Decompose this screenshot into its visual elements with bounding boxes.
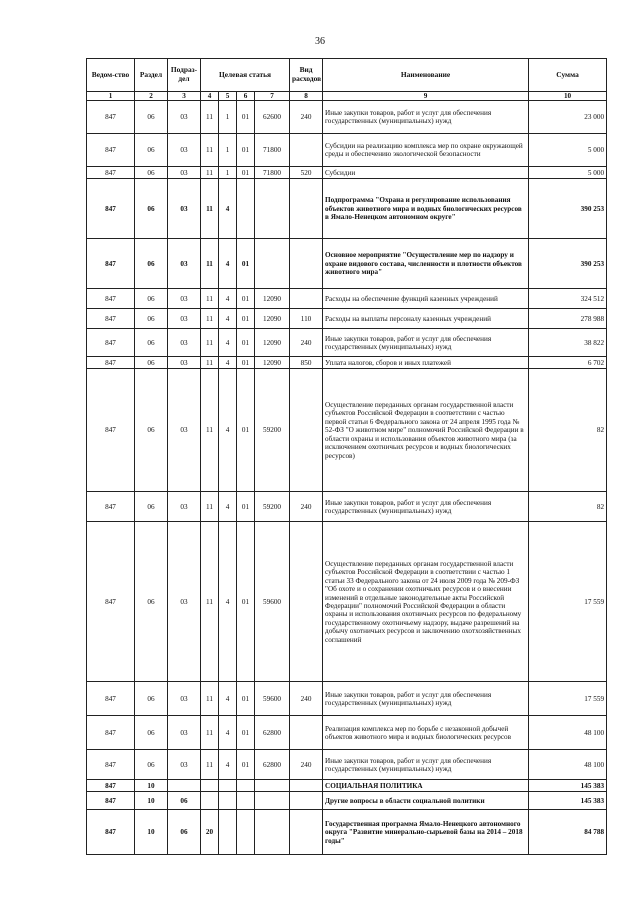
podrazdel-cell: 03 <box>168 289 201 309</box>
razdel-cell: 06 <box>135 716 168 750</box>
razdel-cell: 10 <box>135 780 168 792</box>
summa-cell: 390 253 <box>529 179 607 239</box>
summa-cell: 5 000 <box>529 134 607 167</box>
table-row <box>87 792 607 810</box>
vid-rashodov-cell: 240 <box>290 492 323 522</box>
celevaya-part1-cell: 11 <box>201 522 219 682</box>
budget-table <box>86 58 607 855</box>
summa-cell: 38 822 <box>529 329 607 357</box>
vid-rashodov-cell: 240 <box>290 750 323 780</box>
razdel-cell: 06 <box>135 750 168 780</box>
razdel-cell: 06 <box>135 239 168 289</box>
summa-cell: 17 559 <box>529 522 607 682</box>
razdel-cell: 06 <box>135 179 168 239</box>
celevaya-part1-cell: 11 <box>201 492 219 522</box>
table-row <box>87 780 607 792</box>
naimenovanie-cell: Расходы на выплаты персоналу казенных учреждений <box>323 309 529 329</box>
celevaya-part2-cell: 4 <box>219 289 237 309</box>
celevaya-part1-cell: 11 <box>201 289 219 309</box>
header-naimenovanie: Наименование <box>323 59 529 92</box>
naimenovanie-cell: Иные закупки товаров, работ и услуг для обеспечения государственных (муниципальных) нужд <box>323 329 529 357</box>
podrazdel-cell: 03 <box>168 716 201 750</box>
ved-cell: 847 <box>87 101 135 134</box>
header-podrazdel: Подраз-дел <box>168 59 201 92</box>
celevaya-part3-cell <box>237 179 255 239</box>
podrazdel-cell: 03 <box>168 179 201 239</box>
ved-cell: 847 <box>87 309 135 329</box>
podrazdel-cell: 06 <box>168 810 201 855</box>
celevaya-part1-cell: 11 <box>201 329 219 357</box>
celevaya-part2-cell: 4 <box>219 522 237 682</box>
column-index-row <box>87 92 607 101</box>
header-row <box>87 59 607 92</box>
celevaya-part1-cell: 11 <box>201 750 219 780</box>
summa-cell: 82 <box>529 369 607 492</box>
razdel-cell: 06 <box>135 289 168 309</box>
celevaya-part4-cell <box>255 179 290 239</box>
vid-rashodov-cell <box>290 792 323 810</box>
celevaya-part1-cell: 11 <box>201 167 219 179</box>
celevaya-part3-cell: 01 <box>237 492 255 522</box>
celevaya-part4-cell: 12090 <box>255 309 290 329</box>
header-vid-rashodov: Вид расходов <box>290 59 323 92</box>
header-celevaya-statya: Целевая статья <box>201 59 290 92</box>
razdel-cell: 06 <box>135 101 168 134</box>
index-cell: 2 <box>135 92 168 101</box>
summa-cell: 390 253 <box>529 239 607 289</box>
celevaya-part4-cell: 62800 <box>255 750 290 780</box>
table-row <box>87 682 607 716</box>
vid-rashodov-cell <box>290 369 323 492</box>
celevaya-part2-cell: 4 <box>219 492 237 522</box>
ved-cell: 847 <box>87 134 135 167</box>
celevaya-part2-cell: 4 <box>219 369 237 492</box>
celevaya-part4-cell <box>255 792 290 810</box>
celevaya-part4-cell: 12090 <box>255 289 290 309</box>
vid-rashodov-cell <box>290 134 323 167</box>
index-cell: 8 <box>290 92 323 101</box>
vid-rashodov-cell <box>290 716 323 750</box>
celevaya-part4-cell: 59200 <box>255 492 290 522</box>
celevaya-part2-cell: 4 <box>219 329 237 357</box>
summa-cell: 82 <box>529 492 607 522</box>
vid-rashodov-cell <box>290 239 323 289</box>
celevaya-part2-cell <box>219 810 237 855</box>
podrazdel-cell: 03 <box>168 682 201 716</box>
celevaya-part4-cell: 62800 <box>255 716 290 750</box>
razdel-cell: 10 <box>135 810 168 855</box>
celevaya-part3-cell: 01 <box>237 357 255 369</box>
ved-cell: 847 <box>87 810 135 855</box>
summa-cell: 23 000 <box>529 101 607 134</box>
razdel-cell: 06 <box>135 134 168 167</box>
naimenovanie-cell: Уплата налогов, сборов и иных платежей <box>323 357 529 369</box>
ved-cell: 847 <box>87 167 135 179</box>
celevaya-part3-cell: 01 <box>237 239 255 289</box>
celevaya-part2-cell: 4 <box>219 716 237 750</box>
razdel-cell: 06 <box>135 369 168 492</box>
razdel-cell: 06 <box>135 167 168 179</box>
celevaya-part2-cell: 4 <box>219 357 237 369</box>
celevaya-part4-cell <box>255 810 290 855</box>
celevaya-part1-cell <box>201 792 219 810</box>
table-row <box>87 750 607 780</box>
header-razdel: Раздел <box>135 59 168 92</box>
celevaya-part3-cell: 01 <box>237 682 255 716</box>
podrazdel-cell: 03 <box>168 239 201 289</box>
naimenovanie-cell: СОЦИАЛЬНАЯ ПОЛИТИКА <box>323 780 529 792</box>
celevaya-part3-cell: 01 <box>237 289 255 309</box>
table-row <box>87 134 607 167</box>
vid-rashodov-cell <box>290 522 323 682</box>
podrazdel-cell: 03 <box>168 369 201 492</box>
podrazdel-cell: 03 <box>168 309 201 329</box>
ved-cell: 847 <box>87 682 135 716</box>
naimenovanie-cell: Основное мероприятие "Осуществление мер по надзору и охране видового состава, численности и плотности объектов животного мира" <box>323 239 529 289</box>
ved-cell: 847 <box>87 522 135 682</box>
summa-cell: 6 702 <box>529 357 607 369</box>
podrazdel-cell: 03 <box>168 101 201 134</box>
vid-rashodov-cell: 240 <box>290 101 323 134</box>
naimenovanie-cell: Расходы на обеспечение функций казенных учреждений <box>323 289 529 309</box>
celevaya-part2-cell: 4 <box>219 179 237 239</box>
table-row <box>87 357 607 369</box>
vid-rashodov-cell: 110 <box>290 309 323 329</box>
ved-cell: 847 <box>87 357 135 369</box>
celevaya-part2-cell: 1 <box>219 134 237 167</box>
table-body <box>87 101 607 855</box>
table-row <box>87 329 607 357</box>
celevaya-part1-cell: 11 <box>201 101 219 134</box>
podrazdel-cell: 03 <box>168 134 201 167</box>
header-ved: Ведом-ство <box>87 59 135 92</box>
summa-cell: 5 000 <box>529 167 607 179</box>
celevaya-part4-cell: 71800 <box>255 134 290 167</box>
celevaya-part4-cell <box>255 239 290 289</box>
vid-rashodov-cell: 240 <box>290 329 323 357</box>
table-row <box>87 810 607 855</box>
vid-rashodov-cell: 850 <box>290 357 323 369</box>
ved-cell: 847 <box>87 716 135 750</box>
table-row <box>87 179 607 239</box>
celevaya-part1-cell: 11 <box>201 134 219 167</box>
index-cell: 3 <box>168 92 201 101</box>
celevaya-part2-cell <box>219 780 237 792</box>
razdel-cell: 06 <box>135 329 168 357</box>
naimenovanie-cell: Государственная программа Ямало-Ненецкого автономного округа "Развитие минерально-сырьевой базы на 2014 – 2018 годы" <box>323 810 529 855</box>
podrazdel-cell: 03 <box>168 167 201 179</box>
ved-cell: 847 <box>87 179 135 239</box>
vid-rashodov-cell <box>290 289 323 309</box>
celevaya-part4-cell: 59600 <box>255 522 290 682</box>
summa-cell: 324 512 <box>529 289 607 309</box>
celevaya-part1-cell: 20 <box>201 810 219 855</box>
celevaya-part4-cell: 12090 <box>255 329 290 357</box>
ved-cell: 847 <box>87 289 135 309</box>
celevaya-part3-cell: 01 <box>237 369 255 492</box>
celevaya-part3-cell: 01 <box>237 309 255 329</box>
ved-cell: 847 <box>87 792 135 810</box>
podrazdel-cell: 03 <box>168 329 201 357</box>
index-cell: 1 <box>87 92 135 101</box>
table-row <box>87 309 607 329</box>
celevaya-part3-cell: 01 <box>237 329 255 357</box>
celevaya-part1-cell <box>201 780 219 792</box>
naimenovanie-cell: Иные закупки товаров, работ и услуг для обеспечения государственных (муниципальных) нужд <box>323 750 529 780</box>
naimenovanie-cell: Осуществление переданных органам государственной власти субъектов Российской Федерации в соответствии с частью первой статьи 6 Федерального закона от 24 апреля 1995 года № 52-ФЗ "О животном мире" полномочий Российской Федерации в области охраны и использования объектов животного мира (за исключением охотничьих ресурсов и водных биологических ресурсов) <box>323 369 529 492</box>
naimenovanie-cell: Иные закупки товаров, работ и услуг для обеспечения государственных (муниципальных) нужд <box>323 682 529 716</box>
razdel-cell: 06 <box>135 682 168 716</box>
celevaya-part2-cell <box>219 792 237 810</box>
summa-cell: 84 788 <box>529 810 607 855</box>
summa-cell: 145 383 <box>529 792 607 810</box>
table-row <box>87 167 607 179</box>
header-summa: Сумма <box>529 59 607 92</box>
celevaya-part3-cell: 01 <box>237 167 255 179</box>
celevaya-part1-cell: 11 <box>201 369 219 492</box>
celevaya-part2-cell: 4 <box>219 682 237 716</box>
celevaya-part3-cell: 01 <box>237 522 255 682</box>
summa-cell: 17 559 <box>529 682 607 716</box>
naimenovanie-cell: Иные закупки товаров, работ и услуг для обеспечения государственных (муниципальных) нужд <box>323 101 529 134</box>
celevaya-part3-cell: 01 <box>237 101 255 134</box>
razdel-cell: 10 <box>135 792 168 810</box>
razdel-cell: 06 <box>135 522 168 682</box>
celevaya-part1-cell: 11 <box>201 309 219 329</box>
ved-cell: 847 <box>87 369 135 492</box>
celevaya-part3-cell <box>237 780 255 792</box>
index-cell: 10 <box>529 92 607 101</box>
table-row <box>87 369 607 492</box>
table-row <box>87 716 607 750</box>
ved-cell: 847 <box>87 492 135 522</box>
vid-rashodov-cell: 240 <box>290 682 323 716</box>
celevaya-part4-cell: 12090 <box>255 357 290 369</box>
table-row <box>87 101 607 134</box>
naimenovanie-cell: Другие вопросы в области социальной политики <box>323 792 529 810</box>
summa-cell: 145 383 <box>529 780 607 792</box>
celevaya-part2-cell: 4 <box>219 239 237 289</box>
podrazdel-cell: 03 <box>168 492 201 522</box>
celevaya-part3-cell: 01 <box>237 134 255 167</box>
celevaya-part2-cell: 4 <box>219 750 237 780</box>
vid-rashodov-cell: 520 <box>290 167 323 179</box>
summa-cell: 48 100 <box>529 716 607 750</box>
celevaya-part1-cell: 11 <box>201 716 219 750</box>
vid-rashodov-cell <box>290 179 323 239</box>
razdel-cell: 06 <box>135 309 168 329</box>
celevaya-part4-cell: 59200 <box>255 369 290 492</box>
podrazdel-cell: 03 <box>168 357 201 369</box>
index-cell: 7 <box>255 92 290 101</box>
celevaya-part3-cell: 01 <box>237 716 255 750</box>
celevaya-part2-cell: 1 <box>219 167 237 179</box>
podrazdel-cell: 06 <box>168 792 201 810</box>
ved-cell: 847 <box>87 750 135 780</box>
table-row <box>87 522 607 682</box>
summa-cell: 278 988 <box>529 309 607 329</box>
celevaya-part3-cell <box>237 810 255 855</box>
razdel-cell: 06 <box>135 357 168 369</box>
celevaya-part4-cell <box>255 780 290 792</box>
naimenovanie-cell: Иные закупки товаров, работ и услуг для обеспечения государственных (муниципальных) нужд <box>323 492 529 522</box>
celevaya-part3-cell: 01 <box>237 750 255 780</box>
celevaya-part4-cell: 62600 <box>255 101 290 134</box>
celevaya-part1-cell: 11 <box>201 239 219 289</box>
naimenovanie-cell: Субсидии <box>323 167 529 179</box>
ved-cell: 847 <box>87 780 135 792</box>
celevaya-part2-cell: 1 <box>219 101 237 134</box>
celevaya-part1-cell: 11 <box>201 357 219 369</box>
naimenovanie-cell: Осуществление переданных органам государственной власти субъектов Российской Федерации в соответствии с частью 1 статьи 33 Федерального закона от 24 июля 2009 года № 209-ФЗ "Об охоте и о сохранении охотничьих ресурсов и о внесении изменений в отдельные законодательные акты Российской Федерации" полномочий Российской Федерации в области охраны и использования охотничьих ресурсов по федеральному государственному охотничьему надзору, выдаче разрешений на добычу охотничьих ресурсов и заключению охотхозяйственных соглашений <box>323 522 529 682</box>
celevaya-part4-cell: 71800 <box>255 167 290 179</box>
table-row <box>87 492 607 522</box>
naimenovanie-cell: Реализация комплекса мер по борьбе с незаконной добычей объектов животного мира и водных биологических ресурсов <box>323 716 529 750</box>
table-row <box>87 239 607 289</box>
vid-rashodov-cell <box>290 810 323 855</box>
page-number: 36 <box>315 36 325 47</box>
celevaya-part4-cell: 59600 <box>255 682 290 716</box>
naimenovanie-cell: Подпрограмма "Охрана и регулирование использования объектов животного мира и водных биологических ресурсов в Ямало-Ненецком автономном округе" <box>323 179 529 239</box>
celevaya-part3-cell <box>237 792 255 810</box>
naimenovanie-cell: Субсидии на реализацию комплекса мер по охране окружающей среды и обеспечению экологической безопасности <box>323 134 529 167</box>
vid-rashodov-cell <box>290 780 323 792</box>
index-cell: 4 <box>201 92 219 101</box>
podrazdel-cell: 03 <box>168 522 201 682</box>
celevaya-part2-cell: 4 <box>219 309 237 329</box>
podrazdel-cell <box>168 780 201 792</box>
celevaya-part1-cell: 11 <box>201 179 219 239</box>
ved-cell: 847 <box>87 239 135 289</box>
podrazdel-cell: 03 <box>168 750 201 780</box>
summa-cell: 48 100 <box>529 750 607 780</box>
table-row <box>87 289 607 309</box>
index-cell: 9 <box>323 92 529 101</box>
razdel-cell: 06 <box>135 492 168 522</box>
celevaya-part1-cell: 11 <box>201 682 219 716</box>
index-cell: 6 <box>237 92 255 101</box>
ved-cell: 847 <box>87 329 135 357</box>
index-cell: 5 <box>219 92 237 101</box>
